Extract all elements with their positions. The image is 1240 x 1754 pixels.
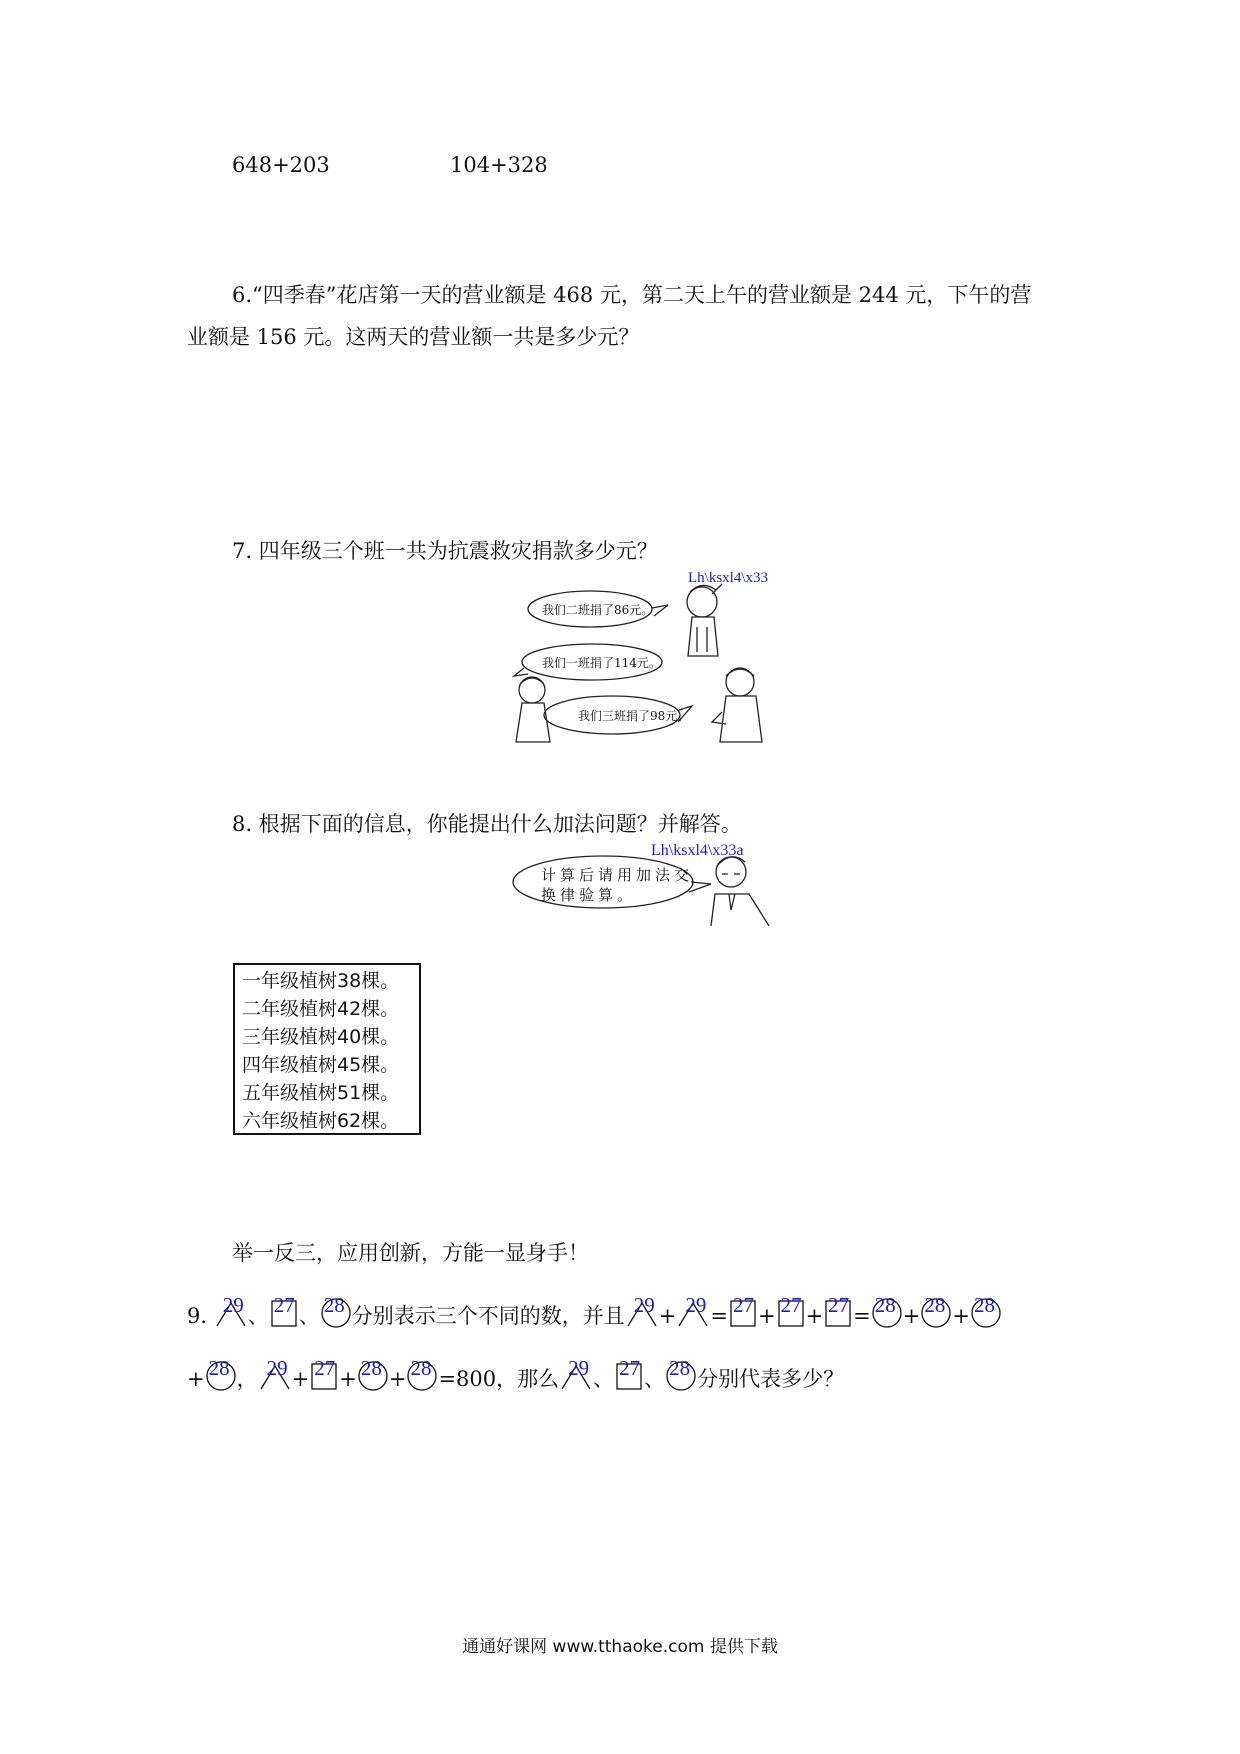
circle-symbol: 28 xyxy=(357,1358,389,1392)
q8-image-tag: Lh\ksxl4\x33a xyxy=(651,842,744,859)
q7-bubble-top: 我们二班捐了86元。 xyxy=(542,603,654,617)
page-footer: 通通好课网 www.tthaoke.com 提供下载 xyxy=(462,1637,778,1657)
separator: 、 xyxy=(247,1304,269,1328)
circle-symbol: 28 xyxy=(920,1295,952,1329)
q9-number: 9. xyxy=(187,1304,208,1328)
q8-bubble-line2: 换律验算。 xyxy=(541,886,637,904)
square-symbol: 27 xyxy=(309,1358,339,1392)
q9-line1: 9. 29 、 27 、 28 分别表示三个不同的数，并且 29 + 29 = 27 + 27 + 27 = 28 + 28 + 28 xyxy=(187,1295,1002,1333)
triangle-symbol: 29 xyxy=(676,1295,710,1329)
tree-info-box xyxy=(233,963,421,1135)
tree-row: 一年级植树38棵。 xyxy=(242,970,400,992)
q7-text: 7. 四年级三个班一共为抗震救灾捐款多少元？ xyxy=(232,539,658,563)
motto: 举一反三，应用创新，方能一显身手！ xyxy=(232,1241,589,1265)
q7-image-tag: Lh\ksxl4\x33 xyxy=(688,570,769,586)
exercise-1: 648+203 xyxy=(232,153,330,177)
q8-text: 8. 根据下面的信息，你能提出什么加法问题？并解答。 xyxy=(232,812,742,836)
circle-symbol: 28 xyxy=(970,1295,1002,1329)
q7-bubble-mid: 我们一班捐了114元。 xyxy=(542,656,661,670)
q9-text-2: =800，那么 xyxy=(438,1367,560,1391)
q7-bubble-bottom: 我们三班捐了98元。 xyxy=(578,709,690,723)
tree-row: 五年级植树51棵。 xyxy=(242,1082,400,1104)
circle-symbol: 28 xyxy=(406,1358,438,1392)
square-symbol: 27 xyxy=(823,1295,853,1329)
triangle-symbol: 29 xyxy=(625,1295,659,1329)
circle-symbol: 28 xyxy=(871,1295,903,1329)
q9-text-1: 分别表示三个不同的数，并且 xyxy=(351,1304,625,1328)
q8-bubble-line1: 计算后请用加法交 xyxy=(541,866,694,884)
exercise-2: 104+328 xyxy=(450,153,548,177)
square-symbol: 27 xyxy=(269,1295,299,1329)
triangle-symbol: 29 xyxy=(559,1358,593,1392)
circle-symbol: 28 xyxy=(665,1358,697,1392)
square-symbol: 27 xyxy=(776,1295,806,1329)
tree-row: 二年级植树42棵。 xyxy=(242,998,400,1020)
q7-illustration xyxy=(512,572,776,750)
separator: 、 xyxy=(298,1304,320,1328)
q9-line2: + 28 ， 29 + 27 + 28 + 28 =800，那么 29 、 27 、 28 分别代表多少？ xyxy=(187,1356,845,1391)
q6-line1: 6.“四季春”花店第一天的营业额是 468 元，第二天上午的营业额是 244 元，下午的营 xyxy=(232,283,1032,307)
q9-text-3: 分别代表多少？ xyxy=(697,1367,845,1391)
triangle-symbol: 29 xyxy=(214,1295,248,1329)
circle-symbol: 28 xyxy=(205,1358,237,1392)
triangle-symbol: 29 xyxy=(258,1358,292,1392)
tree-row: 六年级植树62棵。 xyxy=(242,1110,400,1132)
q8-illustration xyxy=(505,842,775,926)
circle-symbol: 28 xyxy=(320,1295,352,1329)
q6-line2: 业额是 156 元。这两天的营业额一共是多少元？ xyxy=(187,325,640,349)
square-symbol: 27 xyxy=(728,1295,758,1329)
tree-row: 四年级植树45棵。 xyxy=(242,1054,400,1076)
tree-row: 三年级植树40棵。 xyxy=(242,1026,400,1048)
square-symbol: 27 xyxy=(614,1358,644,1392)
